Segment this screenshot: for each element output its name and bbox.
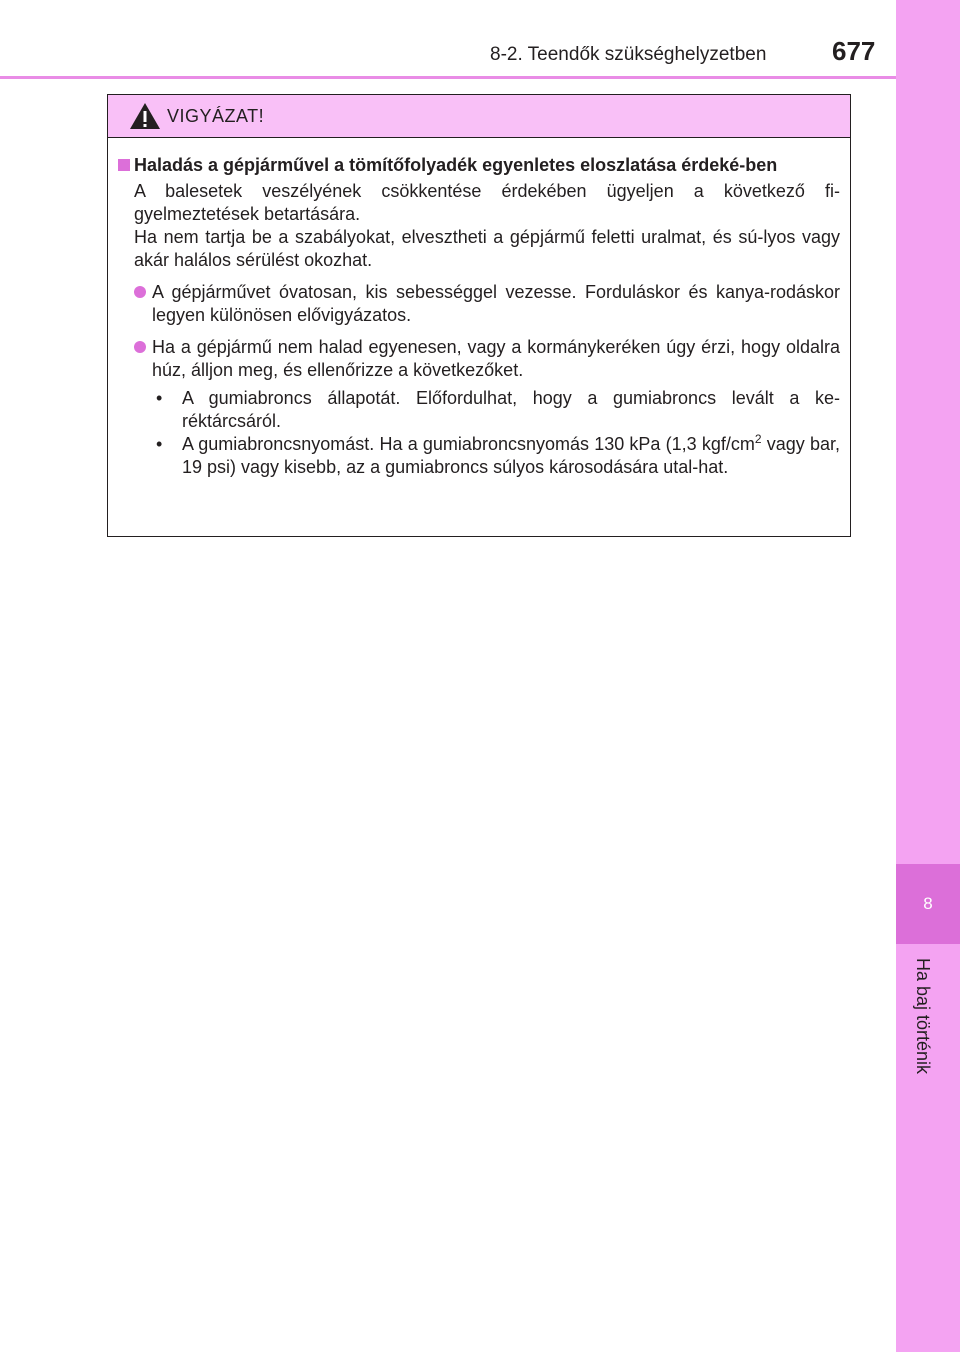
bullet-text: A gépjárművet óvatosan, kis sebességgel vezesse. Forduláskor és kanya-rodáskor legyen különösen elővigyázatos.	[152, 282, 840, 325]
sub-bullet-mark: •	[156, 434, 163, 454]
chapter-number-box	[896, 864, 960, 944]
list-item	[134, 336, 840, 382]
sub-bullet-mark: •	[156, 388, 163, 408]
caution-body	[108, 138, 850, 479]
caution-paragraph-1: A balesetek veszélyének csökkentése érdekében ügyeljen a következő fi-gyelmeztetések betartására.	[134, 181, 840, 224]
chapter-number: 8	[923, 894, 933, 913]
page-number: 677	[832, 36, 876, 66]
caution-paragraph-2: Ha nem tartja be a szabályokat, elvesztheti a gépjármű feletti uralmat, és sú-lyos vagy akár halálos sérülést okozhat.	[134, 227, 840, 270]
sub-item-text	[182, 433, 840, 479]
caution-title: VIGYÁZAT!	[167, 105, 265, 126]
sub-item-text-part: vagy bar, 19 psi) vagy kisebb, az a gumiabroncs súlyos károsodására utal-hat.	[182, 434, 840, 477]
bullet-text: Ha a gépjármű nem halad egyenesen, vagy a kormánykeréken úgy érzi, hogy oldalra húz, álljon meg, és ellenőrizze a következőket.	[152, 337, 840, 380]
superscript: 2	[754, 432, 762, 446]
circle-bullet-icon	[134, 341, 146, 353]
warning-triangle-icon	[129, 102, 161, 130]
sub-list-item	[154, 387, 840, 433]
caution-heading	[118, 154, 840, 177]
square-bullet-icon	[118, 159, 130, 171]
sub-list-item	[154, 433, 840, 479]
chapter-title: Ha baj történik	[913, 958, 933, 1075]
caution-box	[107, 94, 851, 537]
header-rule	[0, 76, 896, 79]
caution-header	[108, 95, 850, 138]
chapter-side-tab	[896, 0, 960, 1352]
circle-bullet-icon	[134, 286, 146, 298]
section-title: 8-2. Teendők szükséghelyzetben	[490, 44, 767, 65]
sub-item-text-part: A gumiabroncsnyomást. Ha a gumiabroncsnyomás 130 kPa (1,3 kgf/cm	[182, 434, 755, 454]
caution-heading-text: Haladás a gépjárművel a tömítőfolyadék egyenletes eloszlatása érdeké-ben	[134, 155, 778, 175]
list-item	[134, 281, 840, 327]
sub-item-text: A gumiabroncs állapotát. Előfordulhat, hogy a gumiabroncs levált a ke-réktárcsáról.	[182, 388, 840, 431]
